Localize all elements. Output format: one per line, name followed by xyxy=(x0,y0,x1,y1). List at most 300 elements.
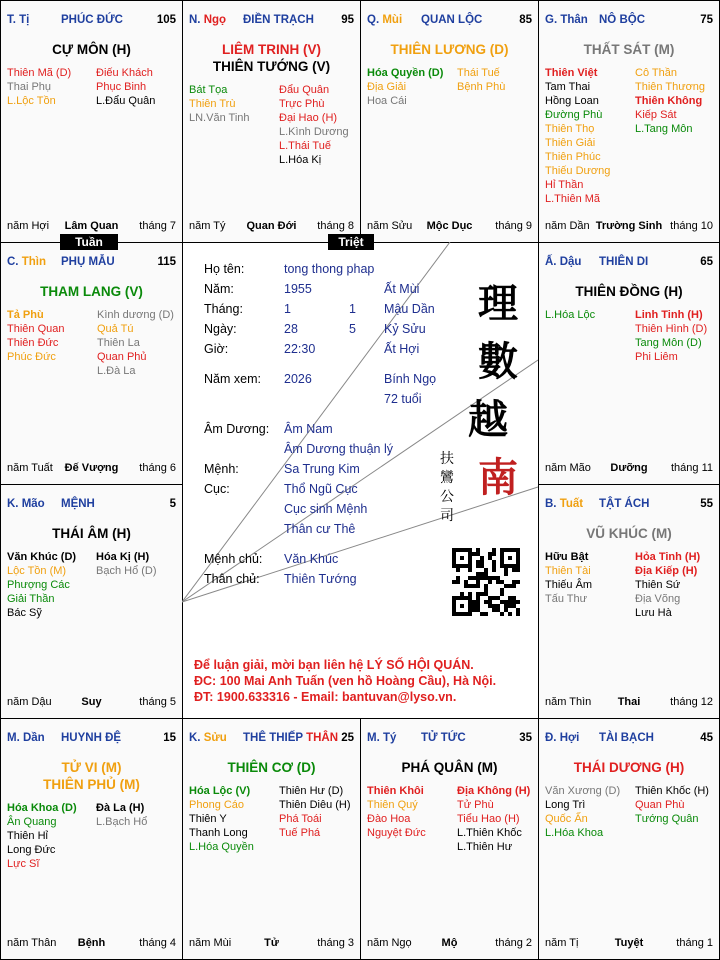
minor-stars-left xyxy=(367,784,426,840)
palace-month: tháng 5 xyxy=(139,696,176,708)
minor-star: Thiên Sứ xyxy=(635,579,681,591)
palace-age: 5 xyxy=(169,498,176,510)
info-value: Thân cư Thê xyxy=(284,522,356,536)
palace-state: Lâm Quan xyxy=(64,220,119,232)
calligraphy-char: 理 xyxy=(478,280,518,327)
main-star: CỰ MÔN (H) xyxy=(52,42,131,57)
minor-star: Tử Phù xyxy=(457,799,494,811)
minor-star: Hỉ Thần xyxy=(545,179,584,191)
minor-star: L.Hóa Quyền xyxy=(189,841,254,853)
minor-star: L.Tang Môn xyxy=(635,123,693,135)
palace-header xyxy=(545,14,713,30)
palace-name xyxy=(421,732,466,744)
palace-name xyxy=(599,498,649,510)
palace-name-text: TỬ TỨC xyxy=(421,732,466,744)
minor-star: Thiên Giải xyxy=(545,137,596,149)
minor-star: LN.Văn Tinh xyxy=(189,112,250,124)
minor-star: Quả Tú xyxy=(97,323,134,335)
palace-state: Bệnh xyxy=(77,937,106,949)
palace-stem: N. xyxy=(189,14,201,26)
minor-stars-right xyxy=(96,66,155,108)
minor-star: Địa Giải xyxy=(367,81,407,93)
qr-module xyxy=(488,580,492,584)
minor-star: Địa Võng xyxy=(635,593,681,605)
main-stars xyxy=(1,525,182,542)
qr-module xyxy=(508,556,512,560)
info-value: 1 xyxy=(284,302,291,316)
info-label: Tháng: xyxy=(204,302,243,316)
info-label: Năm xem: xyxy=(204,372,261,386)
info-value: Sa Trung Kim xyxy=(284,462,360,476)
minor-star: Đẩu Quân xyxy=(279,84,330,96)
qr-module xyxy=(492,552,496,556)
minor-stars-right xyxy=(635,66,705,136)
palace-footer xyxy=(545,696,713,710)
palace-name xyxy=(61,256,115,268)
center-panel xyxy=(182,242,538,718)
minor-star: Đào Hoa xyxy=(367,813,411,825)
palace-footer xyxy=(367,937,532,951)
minor-star: L.Hóa Kị xyxy=(279,154,322,166)
palace-branch: Sửu xyxy=(203,732,227,744)
palace-month: tháng 3 xyxy=(317,937,354,949)
palace-cell-than[interactable] xyxy=(538,0,720,243)
minor-star: Thiên Khốc (H) xyxy=(635,785,709,797)
minor-star: Lộc Tồn (M) xyxy=(7,565,67,577)
info-value: 2026 xyxy=(284,372,312,386)
minor-star: Thiên Hình (D) xyxy=(635,323,708,335)
info-value: Âm Nam xyxy=(284,422,333,436)
palace-header xyxy=(545,256,713,272)
minor-star: Phá Toái xyxy=(279,813,322,825)
palace-stem: K. xyxy=(7,498,19,510)
palace-name xyxy=(61,498,95,510)
info-value: tong thong phap xyxy=(284,262,375,276)
main-star: THIÊN PHỦ (M) xyxy=(43,777,140,792)
palace-year: năm Thìn xyxy=(545,696,592,708)
minor-stars-right xyxy=(96,801,147,829)
minor-stars-left xyxy=(189,83,250,125)
palace-year: năm Sửu xyxy=(367,220,413,232)
minor-stars-right xyxy=(635,308,707,364)
info-label: Ngày: xyxy=(204,322,237,336)
palace-branch: Tý xyxy=(382,732,397,744)
qr-code-icon[interactable] xyxy=(452,548,520,616)
minor-star: Lực Sĩ xyxy=(7,858,40,870)
minor-star: Hóa Khoa (D) xyxy=(7,802,77,814)
palace-year: năm Mùi xyxy=(189,937,232,949)
palace-branch: Thìn xyxy=(21,256,46,268)
main-star: THÁI ÂM (H) xyxy=(52,526,131,541)
minor-stars-left xyxy=(545,550,592,606)
palace-year: năm Mão xyxy=(545,462,591,474)
palace-cell-ti[interactable] xyxy=(0,0,183,243)
palace-footer xyxy=(545,462,713,476)
tuan-tag: Tuần xyxy=(60,234,118,250)
palace-header xyxy=(189,732,354,748)
minor-star: Long Trì xyxy=(545,799,586,811)
palace-age: 25 xyxy=(341,732,354,744)
main-stars xyxy=(539,525,719,542)
palace-branch: Ngọ xyxy=(203,14,227,26)
palace-name xyxy=(61,732,121,744)
palace-state: Dưỡng xyxy=(610,462,648,474)
minor-star: Phúc Đức xyxy=(7,351,56,363)
palace-age: 45 xyxy=(700,732,713,744)
palace-age: 65 xyxy=(700,256,713,268)
minor-star: Linh Tinh (H) xyxy=(635,309,703,321)
info-value: Cục sinh Mệnh xyxy=(284,502,368,516)
minor-stars-left xyxy=(545,784,620,840)
info-value: Bính Ngọ xyxy=(384,372,437,386)
palace-year: năm Thân xyxy=(7,937,57,949)
minor-star: Thiên Hỉ xyxy=(7,830,48,842)
palace-month: tháng 6 xyxy=(139,462,176,474)
palace-year: năm Hợi xyxy=(7,220,50,232)
palace-cell-dan[interactable] xyxy=(0,718,183,960)
minor-stars-right xyxy=(279,784,351,840)
contact-line: Để luận giải, mời bạn liên hệ LÝ SỐ HỘI QUÁN. xyxy=(194,658,474,672)
minor-star: Hồng Loan xyxy=(545,95,599,107)
info-label: Giờ: xyxy=(204,342,229,356)
info-label: Thân chủ: xyxy=(204,572,260,586)
minor-star: Tam Thai xyxy=(545,81,591,93)
qr-module xyxy=(504,572,508,576)
minor-star: Phong Cáo xyxy=(189,799,245,811)
qr-module xyxy=(516,600,520,604)
info-value: Kỷ Sửu xyxy=(384,322,426,336)
minor-star: Thiên Khôi xyxy=(367,785,424,797)
main-star: TỬ VI (M) xyxy=(61,760,122,775)
palace-age: 55 xyxy=(700,498,713,510)
palace-month: tháng 9 xyxy=(495,220,532,232)
minor-star: Thiên Trù xyxy=(189,98,236,110)
palace-name xyxy=(599,14,645,26)
palace-cell-suu[interactable] xyxy=(182,718,361,960)
minor-stars-left xyxy=(7,66,71,108)
main-stars xyxy=(1,283,182,300)
info-label: Cục: xyxy=(204,482,230,496)
info-label: Âm Dương: xyxy=(204,422,270,436)
minor-star: L.Bạch Hổ xyxy=(96,816,148,828)
palace-age: 95 xyxy=(341,14,354,26)
minor-star: L.Thiên Khốc xyxy=(457,827,522,839)
minor-star: Đại Hao (H) xyxy=(279,112,338,124)
main-star: PHÁ QUÂN (M) xyxy=(401,760,498,775)
info-value: 28 xyxy=(284,322,298,336)
palace-state: Trường Sinh xyxy=(595,220,663,232)
main-stars xyxy=(183,41,360,75)
palace-state: Quan Đới xyxy=(246,220,297,232)
minor-star: Thiên Việt xyxy=(545,67,598,79)
palace-age: 85 xyxy=(519,14,532,26)
minor-star: Phượng Các xyxy=(7,579,70,591)
palace-name xyxy=(421,14,482,26)
minor-star: L.Lộc Tồn xyxy=(7,95,56,107)
palace-header xyxy=(189,14,354,30)
minor-stars-left xyxy=(7,308,64,364)
minor-star: L.Thiên Hư xyxy=(457,841,513,853)
palace-branch: Thân xyxy=(560,14,588,26)
minor-star: Tang Môn (D) xyxy=(635,337,702,349)
minor-star: Thiên Y xyxy=(189,813,227,825)
palace-state: Tuyệt xyxy=(614,937,644,949)
contact-address: ĐC: 100 Mai Anh Tuấn (ven hồ Hoàng Cầu), Hà Nội. xyxy=(194,674,497,688)
minor-star: Hữu Bật xyxy=(545,551,589,563)
info-value: Thổ Ngũ Cục xyxy=(284,482,358,496)
palace-footer xyxy=(367,220,532,234)
main-star: THIÊN CƠ (D) xyxy=(227,760,316,775)
qr-module xyxy=(516,612,520,616)
palace-year: năm Tý xyxy=(189,220,226,232)
minor-stars-right xyxy=(279,83,349,167)
info-value: Ất Mùi xyxy=(384,282,420,296)
palace-state: Đế Vượng xyxy=(64,462,119,474)
minor-star: Phi Liêm xyxy=(635,351,678,363)
minor-star: Bạch Hổ (D) xyxy=(96,565,157,577)
minor-star: Thiên Đức xyxy=(7,337,59,349)
palace-state: Mộc Dục xyxy=(426,220,473,232)
palace-name-text: QUAN LỘC xyxy=(421,14,483,26)
info-value: Ất Hợi xyxy=(384,342,420,356)
main-stars xyxy=(361,759,538,776)
palace-header xyxy=(7,732,176,748)
palace-footer xyxy=(7,937,176,951)
info-value: 1 xyxy=(349,302,356,316)
palace-stem: G. xyxy=(545,14,558,26)
qr-module xyxy=(508,612,512,616)
palace-month: tháng 12 xyxy=(670,696,713,708)
palace-stem: C. xyxy=(7,256,19,268)
main-star: THIÊN TƯỚNG (V) xyxy=(212,59,331,74)
minor-stars-right xyxy=(97,308,174,378)
minor-star: Thai Phụ xyxy=(7,81,52,93)
minor-star: Hoa Cái xyxy=(367,95,407,107)
minor-star: Hỏa Tinh (H) xyxy=(635,551,701,563)
main-star: VŨ KHÚC (M) xyxy=(586,526,672,541)
minor-star: Hóa Lộc (V) xyxy=(189,785,251,797)
qr-module xyxy=(512,584,516,588)
palace-age: 35 xyxy=(519,732,532,744)
palace-year: năm Ngọ xyxy=(367,937,412,949)
minor-star: Thiên La xyxy=(97,337,140,349)
palace-year: năm Tị xyxy=(545,937,579,949)
minor-star: Bác Sỹ xyxy=(7,607,42,619)
minor-star: L.Kình Dương xyxy=(279,126,349,138)
minor-star: Thiếu Dương xyxy=(545,165,611,177)
minor-stars-left xyxy=(189,784,254,854)
minor-star: Thiên Quý xyxy=(367,799,418,811)
qr-module xyxy=(484,612,488,616)
palace-age: 75 xyxy=(700,14,713,26)
palace-name-text: TẬT ÁCH xyxy=(599,498,650,510)
minor-star: L.Thiên Mã xyxy=(545,193,601,205)
palace-cell-mui[interactable] xyxy=(360,0,539,243)
palace-state: Mộ xyxy=(441,937,458,949)
palace-name-text: THIÊN DI xyxy=(599,256,649,268)
palace-name-text: NÔ BỘC xyxy=(599,14,645,26)
minor-stars-left xyxy=(367,66,443,108)
minor-star: Ân Quang xyxy=(7,816,57,828)
info-value: Thiên Tướng xyxy=(284,572,357,586)
palace-name-text: PHỤ MẪU xyxy=(61,256,115,268)
minor-star: Thiên Mã (D) xyxy=(7,67,72,79)
palace-stem: T. xyxy=(7,14,16,26)
minor-star: Quốc Ấn xyxy=(545,813,588,825)
palace-cell-tuat[interactable] xyxy=(538,484,720,719)
main-star: THÁI DƯƠNG (H) xyxy=(573,760,685,775)
palace-branch: Mão xyxy=(21,498,45,510)
minor-star: Văn Xương (D) xyxy=(545,785,621,797)
qr-module xyxy=(516,568,520,572)
minor-star: Thanh Long xyxy=(189,827,248,839)
minor-star: Tuế Phá xyxy=(279,827,321,839)
minor-star: Quan Phù xyxy=(635,799,685,811)
minor-stars-right xyxy=(457,784,530,854)
palace-stem: M. xyxy=(7,732,20,744)
palace-name xyxy=(599,256,648,268)
main-star: THIÊN LƯƠNG (D) xyxy=(390,42,509,57)
minor-stars-right xyxy=(96,550,157,578)
main-stars xyxy=(539,759,719,776)
info-label: Mệnh chủ: xyxy=(204,552,263,566)
palace-header xyxy=(367,732,532,748)
qr-module xyxy=(460,556,464,560)
minor-star: Tiểu Hao (H) xyxy=(457,813,520,825)
minor-star: Thiên Tài xyxy=(545,565,591,577)
minor-star: Thái Tuế xyxy=(457,67,500,79)
minor-star: Giải Thần xyxy=(7,593,55,605)
minor-star: Phục Binh xyxy=(96,81,147,93)
minor-star: Tướng Quân xyxy=(635,813,699,825)
info-label: Họ tên: xyxy=(204,262,245,276)
info-value: 5 xyxy=(349,322,356,336)
palace-name-text: PHÚC ĐỨC xyxy=(61,14,123,26)
info-value: 22:30 xyxy=(284,342,316,356)
minor-star: Thiên Không xyxy=(635,95,703,107)
minor-star: L.Đẩu Quân xyxy=(96,95,156,107)
minor-star: Thiên Quan xyxy=(7,323,65,335)
minor-star: Trực Phù xyxy=(279,98,325,110)
qr-module xyxy=(500,592,504,596)
palace-month: tháng 11 xyxy=(670,462,713,474)
minor-star: Lưu Hà xyxy=(635,607,672,619)
info-value: Mậu Dần xyxy=(384,302,435,316)
minor-star: Tấu Thư xyxy=(545,593,588,605)
main-star: THẤT SÁT (M) xyxy=(583,42,675,57)
palace-month: tháng 7 xyxy=(139,220,176,232)
minor-star: Hóa Kị (H) xyxy=(96,551,150,563)
palace-footer xyxy=(7,696,176,710)
palace-year: năm Dậu xyxy=(7,696,52,708)
qr-module xyxy=(460,604,464,608)
minor-stars-left xyxy=(7,801,77,871)
palace-state: Suy xyxy=(81,696,102,708)
palace-month: tháng 1 xyxy=(676,937,713,949)
minor-stars-right xyxy=(457,66,505,94)
palace-stem: Q. xyxy=(367,14,380,26)
than-marker: THÂN xyxy=(306,732,339,744)
palace-name xyxy=(243,732,338,744)
palace-cell-ty[interactable] xyxy=(360,718,539,960)
palace-cell-mao[interactable] xyxy=(0,484,183,719)
minor-star: Hóa Quyền (D) xyxy=(367,67,444,79)
calligraphy-char: 南 xyxy=(478,454,518,501)
palace-state: Tử xyxy=(264,937,279,949)
qr-module xyxy=(500,612,504,616)
palace-month: tháng 2 xyxy=(495,937,532,949)
info-value: Âm Dương thuận lý xyxy=(284,442,393,456)
palace-branch: Dần xyxy=(22,732,45,744)
minor-star: Cô Thần xyxy=(635,67,677,79)
palace-name-text: HUYNH ĐỆ xyxy=(61,732,122,744)
qr-module xyxy=(516,580,520,584)
info-value: 1955 xyxy=(284,282,312,296)
palace-name-text: TÀI BẠCH xyxy=(599,732,654,744)
palace-stem: K. xyxy=(189,732,201,744)
minor-star: Quan Phủ xyxy=(97,351,147,363)
palace-cell-hoi[interactable] xyxy=(538,718,720,960)
minor-star: Địa Kiếp (H) xyxy=(635,565,698,577)
palace-month: tháng 4 xyxy=(139,937,176,949)
calligraphy-small: 扶 鸞 公 司 xyxy=(440,451,454,524)
minor-stars-left xyxy=(545,308,595,322)
palace-cell-dau[interactable] xyxy=(538,242,720,485)
palace-cell-thin[interactable] xyxy=(0,242,183,485)
main-stars xyxy=(1,759,182,793)
minor-stars-left xyxy=(7,550,76,620)
palace-header xyxy=(545,732,713,748)
palace-footer xyxy=(189,937,354,951)
info-value: 72 tuổi xyxy=(384,392,422,406)
minor-star: Thiên Diêu (H) xyxy=(279,799,351,811)
main-stars xyxy=(183,759,360,776)
info-label: Mệnh: xyxy=(204,462,239,476)
minor-star: Kình dương (D) xyxy=(97,309,174,321)
palace-age: 105 xyxy=(156,14,176,26)
palace-branch: Hợi xyxy=(559,732,580,744)
minor-stars-left xyxy=(545,66,610,206)
minor-stars-right xyxy=(635,550,700,620)
main-stars xyxy=(361,41,538,58)
main-star: LIÊM TRINH (V) xyxy=(222,42,321,57)
palace-name-text: THÊ THIẾP xyxy=(243,732,303,744)
palace-stem: Đ. xyxy=(545,732,557,744)
palace-name xyxy=(599,732,654,744)
qr-module xyxy=(456,580,460,584)
palace-month: tháng 10 xyxy=(670,220,713,232)
palace-branch: Mùi xyxy=(382,14,403,26)
minor-star: Thiên Thọ xyxy=(545,123,595,135)
palace-header xyxy=(7,14,176,30)
qr-module xyxy=(476,584,480,588)
palace-name-text: MỆNH xyxy=(61,498,95,510)
palace-age: 115 xyxy=(157,256,176,268)
palace-name-text: ĐIỀN TRẠCH xyxy=(243,14,314,26)
minor-star: Đà La (H) xyxy=(96,802,145,814)
palace-footer xyxy=(7,462,176,476)
palace-header xyxy=(7,256,176,272)
qr-module xyxy=(468,568,472,572)
minor-star: Tả Phù xyxy=(7,309,44,321)
qr-module xyxy=(456,568,460,572)
palace-age: 15 xyxy=(163,732,176,744)
main-star: THAM LANG (V) xyxy=(40,284,143,299)
qr-module xyxy=(492,568,496,572)
palace-footer xyxy=(189,220,354,234)
minor-star: Thiên Thương xyxy=(635,81,706,93)
palace-cell-ngo[interactable] xyxy=(182,0,361,243)
